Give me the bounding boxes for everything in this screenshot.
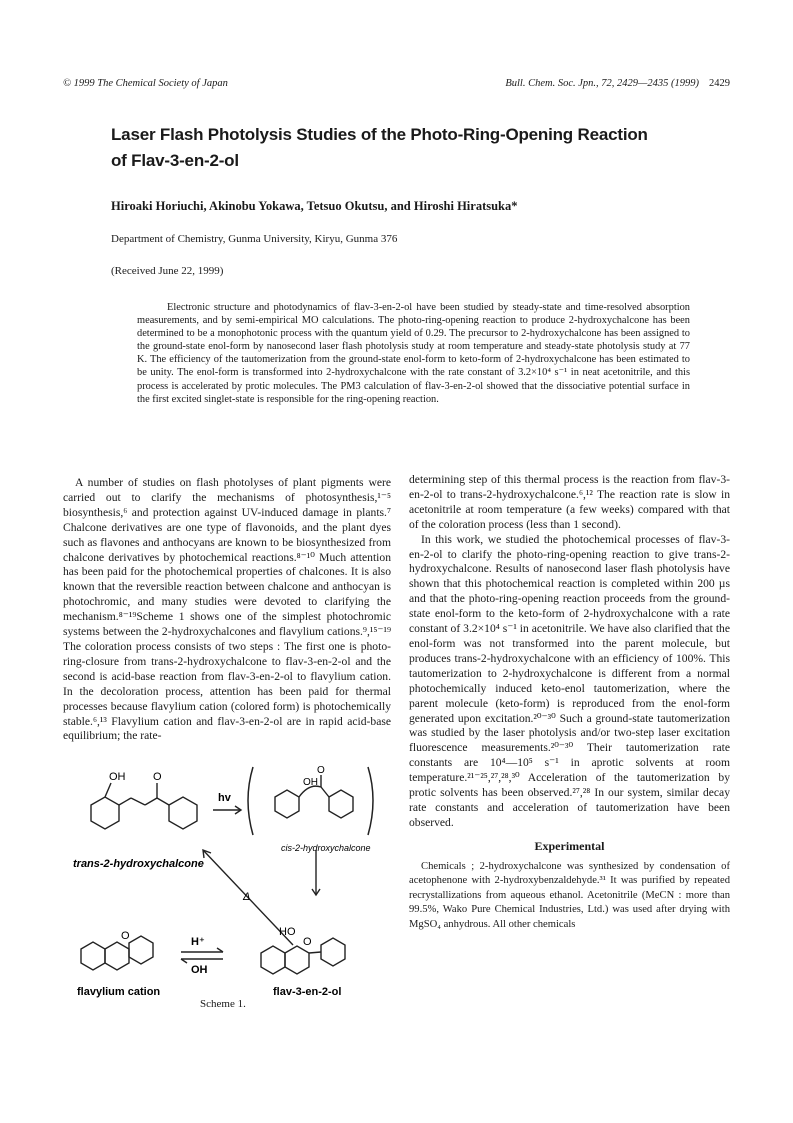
scheme-caption: Scheme 1. <box>200 998 246 1010</box>
journal-copyright: © 1999 The Chemical Society of Japan <box>63 78 228 89</box>
trans-oh-label: OH <box>109 771 126 783</box>
cis-oh-label: OH <box>303 777 318 788</box>
cis-o-label: O <box>317 765 325 776</box>
cis-ring-b <box>329 790 353 818</box>
trans-ring-a <box>91 797 119 829</box>
flavylium-ring-c <box>105 942 129 970</box>
citation-text: Bull. Chem. Soc. Jpn., 72, 2429—2435 (1999) <box>505 78 699 89</box>
experimental-heading: Experimental <box>534 838 605 853</box>
flavylium-ring-a <box>81 942 105 970</box>
cis-ring-a <box>275 790 299 818</box>
title-line-2: of Flav-3-en-2-ol <box>111 151 239 170</box>
right-paragraph-3: Chemicals ; 2-hydroxychalcone was synthesized by condensation of acetophenone with 2-hydroxybenzaldehyde.³¹ It was purified by repeated recrystallizations from aqueous ethanol. Acetonitrile (MeCN : more than 99.5%, Wako Pure Chemical Industries, Ltd.) was used after drying with MgSO₄ anhydrous. All other chemicals <box>409 860 730 930</box>
abstract: Electronic structure and photodynamics of flav-3-en-2-ol have been studied by steady-state and time-resolved absorption measurements, and by semi-empirical MO calculations. The photo-ring-opening reaction to produce 2-hydroxychalcone has been determined to be a monophotonic process with the quantum yield of 0.29. The precursor to 2-hydroxychalcone has been assigned to the ground-state enol-form by nanosecond laser flash photolysis study at room temperature and steady-state photolysis study at 77 K. The efficiency of the tautomerization from the ground-state enol-form to keto-form of 2-hydroxychalcone has been estimated to be unity. The enol-form is transformed into 2-hydroxychalcone with the rate constant of 3.2×10⁴ s⁻¹ in neat acetonitrile, and this process is accelerated by protic molecules. The PM3 calculation of flav-3-en-2-ol showed that the dissociative potential surface in the first excited singlet-state is responsible for the ring-opening reaction. <box>137 302 690 405</box>
trans-label: trans-2-hydroxychalcone <box>73 858 204 870</box>
received-date: (Received June 22, 1999) <box>111 265 224 277</box>
paper-title <box>111 122 711 174</box>
intro-paragraph: A number of studies on flash photolyses of plant pigments were carried out to clarify the mechanisms of photosynthesis,¹⁻⁵ biosynthesis,⁶ and protection against UV-induced damage in plants.⁷ Chalcone derivatives are one type of flavonoids, and the plant dyes such as flavones and anthocyans are known to be biosynthesized from chalcone derivatives by photochemical reactions.⁸⁻¹⁰ Much attention has been paid for the photochemical properties of chalcones. It is also known that the reversible reaction between chalcone and anthocyan is photochromic, and many studies were devoted to clarifying the mechanism.⁸⁻¹⁹Scheme 1 shows one of the simplest photochromic systems between the 2-hydroxychalcones and flavylium cations.⁹,¹⁵⁻¹⁹ The coloration process consists of two steps : The first one is photo-ring-closure from trans-2-hydroxychalcone to flav-3-en-2-ol and the second is acid-base reaction from flav-3-en-2-ol to flavylium cation. In the decoloration process, attention has been paid for thermal processes because flavylium cation (colored form) is photochemically stable.⁶,¹³ Flavylium cation and flav-3-en-2-ol are in rapid acid-base equilibrium; the rate- <box>63 476 391 743</box>
flav-ring-b <box>321 938 345 966</box>
journal-citation <box>505 78 730 89</box>
right-column <box>409 473 730 932</box>
flav-label: flav-3-en-2-ol <box>273 986 342 998</box>
left-column <box>63 476 391 744</box>
flav-ring-c <box>285 946 309 974</box>
page-number: 2429 <box>709 78 730 89</box>
flavylium-label: flavylium cation <box>77 986 161 998</box>
oh-minus-label: OH <box>191 964 208 976</box>
h-plus-label: H⁺ <box>191 936 205 948</box>
flav-o-label: O <box>303 936 312 948</box>
flavylium-o-label: O <box>121 930 130 942</box>
right-paragraph-1: determining step of this thermal process is the reaction from flav-3-en-2-ol to trans-2-hydroxychalcone.⁶,¹² The reaction rate is slow in acetonitrile at room temperature (a few weeks) compared with that of the coloration process (less than 1 second). <box>409 473 730 531</box>
cis-label: cis-2-hydroxychalcone <box>281 843 371 853</box>
flav-ho-label: HO <box>279 926 296 938</box>
flav-ring-a <box>261 946 285 974</box>
affiliation: Department of Chemistry, Gunma University, Kiryu, Gunma 376 <box>111 233 398 245</box>
hv-label: hv <box>218 792 231 804</box>
title-line-1: Laser Flash Photolysis Studies of the Photo-Ring-Opening Reaction <box>111 125 648 144</box>
scheme-1 <box>63 755 398 1020</box>
delta-label: Δ <box>243 891 251 903</box>
trans-ring-b <box>169 797 197 829</box>
trans-o-label: O <box>153 771 162 783</box>
right-paragraph-2: In this work, we studied the photochemical processes of flav-3-en-2-ol to clarify the photo-ring-opening reaction to give trans-2-hydroxychalcone. Results of nanosecond laser flash photolysis have shown that this photochemical reaction is completed within 200 µs and that the photo-ring-opening reaction proceeds from the ground-state enol-form to the keto-form of 2-hydroxychalcone with a rate constant of 3.2×10⁴ s⁻¹ in acetonitrile. We have also clarified that the enol-form was not transformed into the parent molecule, but produces trans-2-hydroxychalcone with an efficiency of 100%. This tautomerization to 2-hydroxychalcone is different from a normal photochemically induced keto-enol tautomerization, where the parent molecule (keto-form) is reproduced from the enol-form generated upon excitation.²⁰⁻³⁰ Such a ground-state tautomerization was studied by the laser photolysis and/or two-step laser excitation fluorescence measurements.²⁰⁻³⁰ Their tautomerization rate constants are 10⁴—10⁵ s⁻¹ in aprotic solvents at room temperature.²¹⁻²⁵,²⁷,²⁸,³⁰ Acceleration of the tautomerization by protic solvents has been observed.²⁷,²⁸ In our system, similar decay rate constants and acceleration of tautomerization have been observed. <box>409 532 730 829</box>
flavylium-ring-b <box>129 936 153 964</box>
authors: Hiroaki Horiuchi, Akinobu Yokawa, Tetsuo Okutsu, and Hiroshi Hiratsuka* <box>111 199 518 213</box>
